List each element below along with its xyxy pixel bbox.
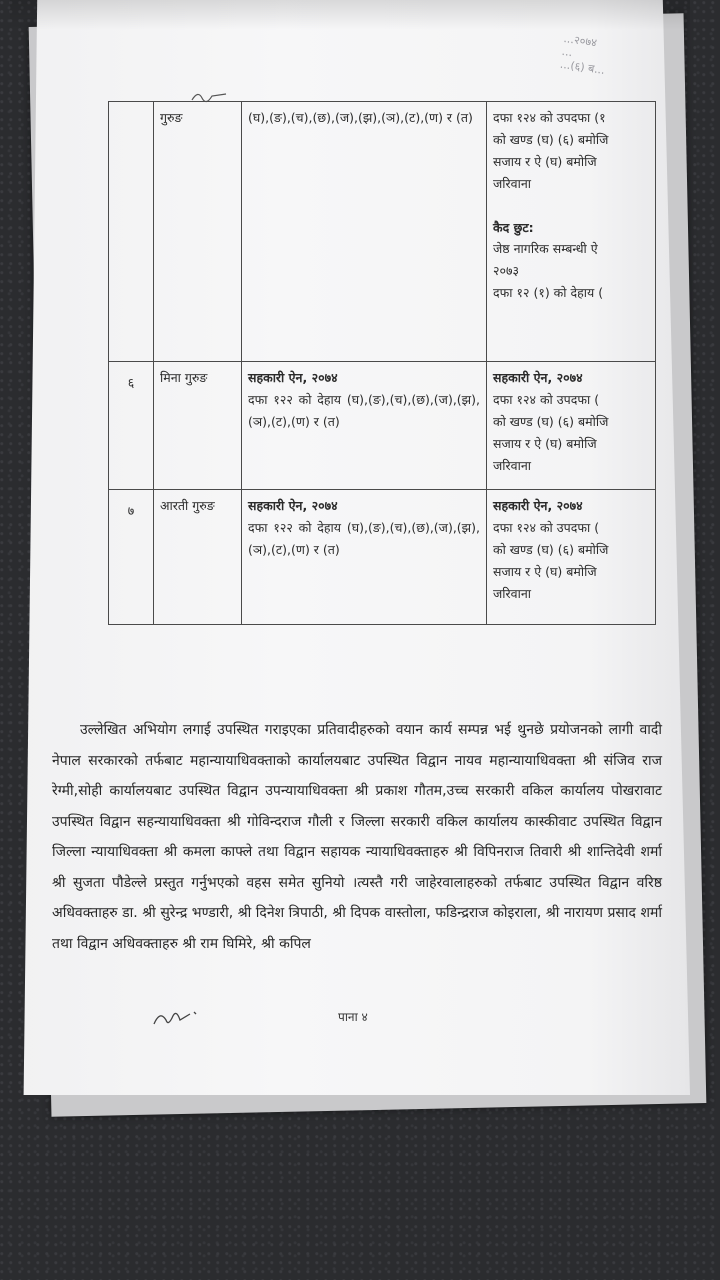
initials-signature: [150, 1002, 202, 1032]
penalty-line: दफा १२४ को उपदफा (१: [493, 110, 606, 125]
charge-text: (घ),(ङ),(च),(छ),(ज),(झ),(ञ),(ट),(ण) र (त): [248, 110, 473, 125]
penalty-line: दफा १२४ को उपदफा (: [493, 391, 600, 407]
serial-number-cell: ७: [109, 490, 154, 624]
penalty-line: जरिवाना: [493, 457, 531, 473]
margin-mark: ...२०७४: [562, 32, 598, 50]
penalty-cell: [487, 490, 656, 624]
exemption-line: २०७३: [493, 263, 520, 279]
exemption-line: दफा १२ (१) को देहाय (: [493, 285, 604, 301]
defendant-name-cell: गुरुङ: [154, 102, 242, 362]
penalty-line: को खण्ड (घ) (६) बमोजि: [493, 542, 609, 558]
defendant-name-cell: मिना गुरुङ: [154, 362, 242, 490]
penalty-line: सजाय र ऐ (घ) बमोजि: [493, 153, 597, 169]
penalty-line: दफा १२४ को उपदफा (: [493, 520, 600, 536]
charge-act: सहकारी ऐन, २०७४: [248, 498, 338, 514]
penalty-act: सहकारी ऐन, २०७४: [493, 498, 583, 514]
defendant-name-cell: आरती गुरुङ: [154, 490, 242, 624]
penalty-line: को खण्ड (घ) (६) बमोजि: [493, 131, 609, 147]
charge-text: दफा १२२ को देहाय (घ),(ङ),(च),(छ),(ज),(झ),(ञ),(ट),(ण) र (त): [248, 391, 480, 429]
charge-text: दफा १२२ को देहाय (घ),(ङ),(च),(छ),(ज),(झ),(ञ),(ट),(ण) र (त): [248, 520, 480, 558]
charge-cell: [242, 490, 487, 624]
exemption-line: जेष्ठ नागरिक सम्बन्धी ऐ: [493, 241, 598, 257]
penalty-line: जरिवाना: [493, 585, 531, 601]
penalty-act: सहकारी ऐन, २०७४: [493, 370, 583, 385]
charge-cell: [242, 102, 487, 362]
margin-mark: ...: [560, 45, 574, 60]
margin-mark: ...(६) ब...: [559, 58, 606, 78]
penalty-line: को खण्ड (घ) (६) बमोजि: [493, 413, 609, 429]
penalty-line: सजाय र ऐ (घ) बमोजि: [493, 564, 597, 579]
penalty-line: सजाय र ऐ (घ) बमोजि: [493, 435, 597, 451]
hearing-paragraph-block: [52, 715, 662, 959]
serial-number-cell: [109, 102, 154, 362]
hearing-paragraph: उल्लेखित अभियोग लगाई उपस्थित गराइएका प्रतिवादीहरुको वयान कार्य सम्पन्न भई थुनछे प्रयोजनको लागी वादी नेपाल सरकारको तर्फबाट महान्यायाधिवक्ताको कार्यालयबाट उपस्थित विद्वान नायव महान्यायाधिवक्ता श्री संजिव राज रेग्मी,सोही कार्यालयबाट उपस्थित विद्वान उपन्यायाधिवक्ता श्री प्रकाश गौतम,उच्च सरकारी वकिल कार्यालय पोखरावाट उपस्थित विद्वान सहन्यायाधिवक्ता श्री गोविन्दराज गौली र जिल्ला सरकारी वकिल कार्यालय कास्कीवाट उपस्थित विद्वान जिल्ला न्यायाधिवक्ता श्री कमला काफ्ले तथा विद्वान सहायक न्यायाधिवक्ताहरु श्री विपिनराज तिवारी श्री शान्तिदेवी शर्मा श्री सुजता पौडेल्ले प्रस्तुत गर्नुभएको वहस समेत सुनियो ।त्यस्तै गरी जाहेरवालाहरुको तर्फबाट उपस्थित विद्वान वरिष्ठ अधिवक्ताहरु डा. श्री सुरेन्द्र भण्डारी, श्री दिनेश त्रिपाठी, श्री दिपक वास्तोला, फडिन्द्रराज कोइराला, श्री नारायण प्रसाद शर्मा तथा विद्वान अधिवक्ताहरु श्री राम घिमिरे, श्री कपिल: [52, 722, 662, 952]
charge-cell: [242, 362, 487, 490]
charge-act: सहकारी ऐन, २०७४: [248, 370, 338, 385]
faded-margin-marks: [556, 32, 653, 104]
penalty-cell: [487, 362, 656, 490]
penalty-cell: [487, 102, 656, 362]
accused-charges-table: [108, 101, 656, 625]
table-row: [109, 362, 656, 490]
table-row: [109, 490, 656, 624]
serial-number-cell: ६: [109, 362, 154, 490]
penalty-line: जरिवाना: [493, 175, 531, 191]
exemption-title: कैद छुट:: [493, 219, 534, 235]
page-number: पाना ४: [338, 1010, 368, 1024]
page-fold-shadow: [10, 0, 690, 30]
table-row: [109, 102, 656, 362]
